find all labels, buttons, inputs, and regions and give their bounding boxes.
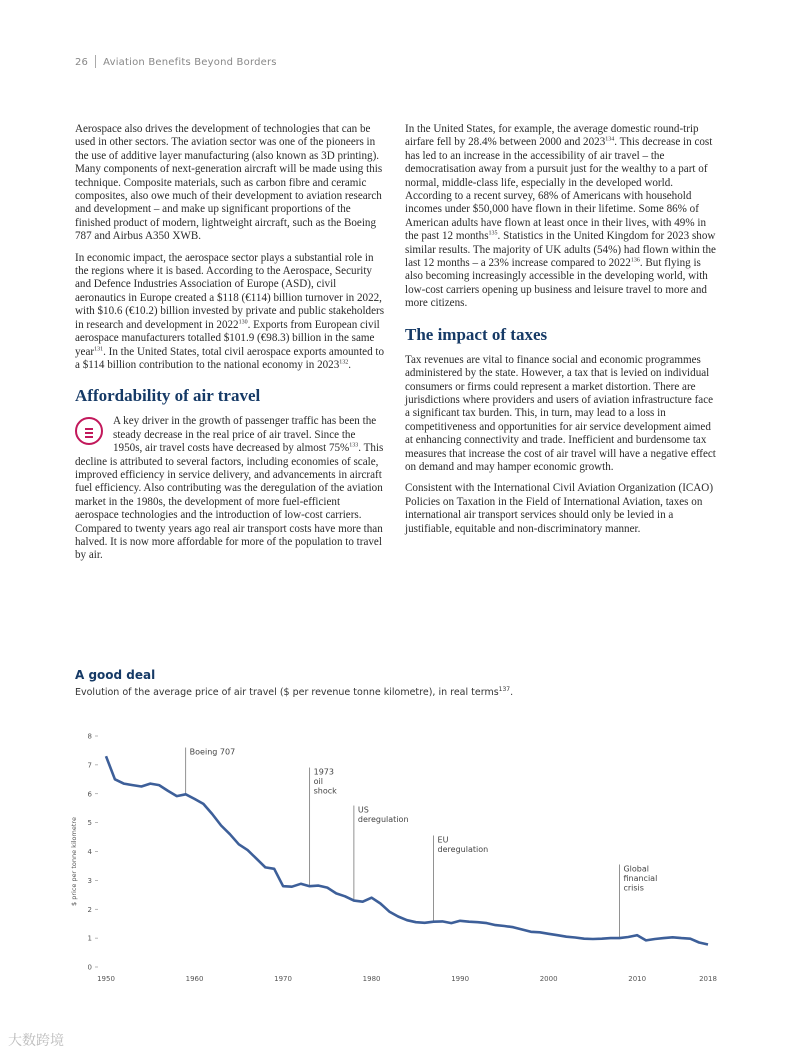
y-tick-label: 3 (87, 876, 92, 885)
price-series-line (106, 756, 708, 944)
watermark: 大数跨境 (8, 1033, 64, 1049)
paragraph: In economic impact, the aerospace sector plays a substantial role in the regions where it is based. According to the Aerospace, Security and Defence Industries Association of Europe (ASD), civil aeronautics in Europe created a $118 (€114) billion turnover in 2022, with $10.6 (€10.2) billion invested by private and public stakeholders in research and development in 2022$^{130}$. Exports from European civil aerospace manufacturers totalled $101.9 (€98.3) billion in the same year$^{131}$. In the United States, total civil aerospace exports amounted to a $114 billion contribution to the national economy in 2023$^{132}$. (75, 251, 385, 371)
y-axis-label: $ price per tonne kilometre (70, 817, 78, 906)
page-number: 26 (75, 57, 89, 68)
equal-icon (75, 417, 103, 445)
x-tick-label: 1980 (362, 975, 381, 983)
y-tick-label: 2 (87, 905, 92, 914)
paragraph: Tax revenues are vital to finance social and economic programmes administered by the state. However, a tax that is levied on individual consumers or firms could represent a market distortion. There are jurisdictions where providers and users of aviation infrastructure face a significant tax burden. This, in turn, may lead to a loss in competitiveness and opportunities for air service development aimed at enhancing connectivity and trade. Inefficient and burdensome tax measures that increase the cost of air travel will have a negative effect on demand and may hamper economic growth. (405, 353, 716, 473)
x-tick-label: 1950 (97, 975, 115, 983)
x-tick-label: 2000 (539, 975, 558, 983)
paragraph: Consistent with the International Civil Aviation Organization (ICAO) Policies on Taxation in the Field of International Aviation, taxes on international air transport services should only be levied in a justifiable, equitable and non-discriminatory manner. (405, 482, 714, 535)
page-header (75, 55, 277, 68)
annotation-label: 1973 (313, 767, 334, 777)
section-heading-taxes: The impact of taxes (405, 324, 548, 344)
y-tick-label: 6 (87, 790, 92, 799)
annotation-label: deregulation (437, 845, 489, 855)
paragraph: Aerospace also drives the development of technologies that can be used in other sectors. The aviation sector was one of the pioneers in the use of additive layer manufacturing (also known as 3D printing). Many components of next-generation aircraft will be made using this technique. Composite materials, such as carbon fibre and ceramic composites, also owe much of their development to aviation research and development – and make up significant proportions of the finished product of modern, lightweight aircraft, such as the Boeing 787 and Airbus A350 XWB. (75, 123, 383, 243)
left-column (75, 123, 385, 571)
publication-title: Aviation Benefits Beyond Borders (103, 57, 277, 68)
chart-title: A good deal (75, 668, 156, 682)
x-tick-label: 1960 (185, 975, 204, 983)
annotation-label: financial (623, 874, 658, 884)
header-divider (95, 55, 96, 68)
y-tick-label: 8 (87, 732, 92, 741)
chart-subtitle: Evolution of the average price of air travel ($ per revenue tonne kilometre), in real terms$^{137}$. (75, 685, 514, 698)
annotation-label: US (357, 805, 369, 815)
price-line-chart (60, 722, 730, 992)
annotation-label: crisis (623, 883, 644, 893)
section-heading-affordability: Affordability of air travel (75, 386, 261, 406)
annotation-label: Global (623, 864, 650, 874)
x-tick-label: 2010 (628, 975, 647, 983)
x-tick-label: 1970 (274, 975, 292, 983)
y-tick-label: 0 (87, 963, 92, 972)
annotation-label: shock (313, 786, 337, 796)
annotation-label: oil (313, 777, 323, 787)
annotation-label: Boeing 707 (189, 747, 236, 757)
annotation-label: deregulation (357, 815, 409, 825)
y-tick-label: 1 (87, 934, 92, 943)
y-tick-label: 7 (87, 761, 92, 770)
paragraph: In the United States, for example, the average domestic round-trip airfare fell by 28.4% between 2000 and 2023$^{134}$. This decrease in cost has led to an increase in the accessibility of air travel – the democratisation away from a pursuit just for the wealthy to a part of normal, middle-class life, especially in the developed world. According to a recent survey, 68% of Americans with household incomes under $50,000 have flown in their lifetime. Some 86% of American adults have flown at least once in their lives, with 49% in the past 12 months$^{135}$. Statistics in the United Kingdom for 2023 show similar results. The majority of UK adults (54%) had flown within the last 12 months – a 23% increase compared to 2022$^{136}$. But flying is also becoming increasingly accessible in the developing world, with low-cost carriers opening up business and leisure travel to more and more citizens. (405, 123, 716, 310)
y-tick-label: 5 (87, 819, 92, 828)
annotation-label: EU (437, 835, 449, 845)
x-tick-label: 2018 (699, 975, 717, 983)
x-tick-label: 1990 (451, 975, 470, 983)
y-tick-label: 4 (87, 848, 92, 856)
right-column (405, 123, 717, 544)
paragraph: A key driver in the growth of passenger traffic has been the steady decrease in the real price of air travel. Since the 1950s, air travel costs have decreased by almost 75%$^{133}$. This decline is attributed to several factors, including economies of scale, improved efficiency in service delivery, and advancements in aircraft fuel efficiency. Also contributing was the deregulation of the aviation market in the 1980s, the development of more fuel-efficient aerospace technologies and the introduction of low-cost carriers. Compared to twenty years ago real air transport costs have more than halved. It is now more affordable for more of the population to travel by air. (75, 415, 384, 562)
